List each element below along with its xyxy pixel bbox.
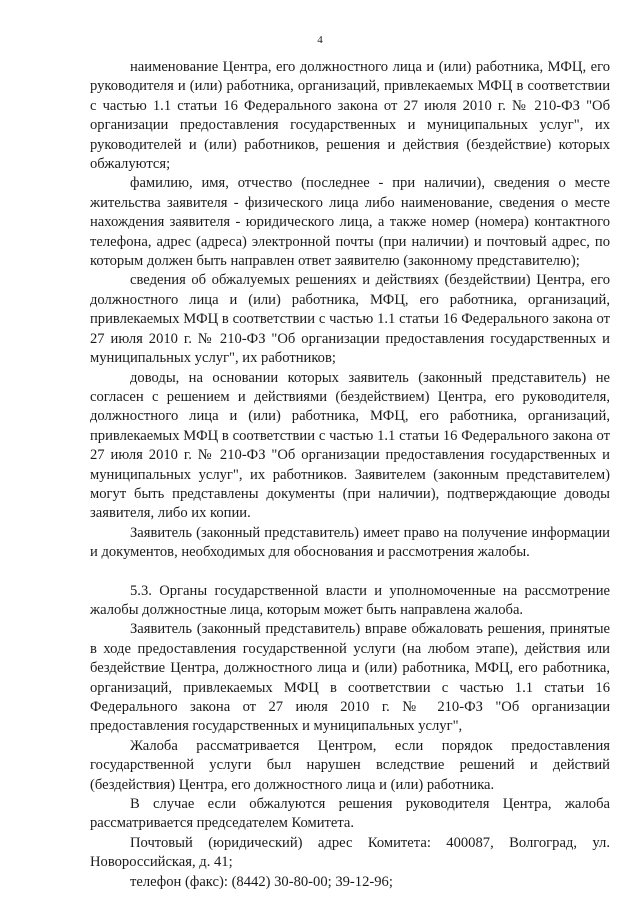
paragraph-right-to-appeal: Заявитель (законный представитель) вправе обжаловать решения, принятые в ходе предоставления государственной услуги (на любом этапе), действия или бездействие Центра, должностного лица и (или) работника, МФЦ, его работника, организаций, привлекаемых МФЦ в соответствии с частью 1.1 статьи 16 Федерального закона от 27 июля 2010 г. № 210-ФЗ "Об организации предоставления государственных и муниципальных услуг", bbox=[90, 621, 610, 735]
paragraph-arguments: доводы, на основании которых заявитель (законный представитель) не согласен с решением и действиями (бездействием) Центра, его руководителя, должностного лица и (или) работника, МФЦ, его работника, организаций, привлекаемых МФЦ в соответствии с частью 1.1 статьи 16 Федерального закона от 27 июля 2010 г. № 210-ФЗ "Об организации предоставления государственных и муниципальных услуг", их работников. Заявителем (законным представителем) могут быть представлены документы (при наличии), подтверждающие доводы заявителя, либо их копии. bbox=[90, 369, 610, 522]
paragraph-applicant-details: фамилию, имя, отчество (последнее - при наличии), сведения о месте жительства заявителя - физического лица либо наименование, сведения о месте нахождения заявителя - юридического лица, а также номер (номера) контактного телефона, адрес (адреса) электронной почты (при наличии) и почтовый адрес, по которым должен быть направлен ответ заявителю (законному представителю); bbox=[90, 175, 610, 270]
section-heading-5-3: 5.3. Органы государственной власти и уполномоченные на рассмотрение жалобы должностные лица, которым может быть направлена жалоба. bbox=[90, 582, 610, 618]
paragraph-right-to-information: Заявитель (законный представитель) имеет право на получение информации и документов, необходимых для обоснования и рассмотрения жалобы. bbox=[90, 524, 610, 561]
paragraph-chairman-review: В случае если обжалуются решения руководителя Центра, жалоба рассматривается председателем Комитета. bbox=[90, 796, 610, 832]
document-body bbox=[90, 58, 610, 892]
page-number: 4 bbox=[317, 34, 323, 46]
paragraph-appealed-decisions: сведения об обжалуемых решениях и действиях (бездействии) Центра, его должностного лица и (или) работника, МФЦ, его работника, организаций, привлекаемых МФЦ в соответствии с частью 1.1 статьи 16 Федерального закона от 27 июля 2010 г. № 210-ФЗ "Об организации предоставления государственных и муниципальных услуг", их работников; bbox=[90, 272, 610, 367]
paragraph-postal-address: Почтовый (юридический) адрес Комитета: 400087, Волгоград, ул. Новороссийская, д. 41; bbox=[90, 834, 610, 871]
paragraph-complaint-subject: наименование Центра, его должностного лица и (или) работника, МФЦ, его руководителя и (или) работника, организаций, привлекаемых МФЦ в соответствии с частью 1.1 статьи 16 Федерального закона от 27 июля 2010 г. № 210-ФЗ "Об организации предоставления государственных и муниципальных услуг", их руководителей и (или) работников, решения и действия (бездействие) которых обжалуются; bbox=[90, 59, 610, 173]
paragraph-phone-fax: телефон (факс): (8442) 30-80-00; 39-12-96; bbox=[130, 873, 393, 890]
paragraph-center-review: Жалоба рассматривается Центром, если порядок предоставления государственной услуги был нарушен вследствие решений и действий (бездействия) Центра, его должностного лица и (или) работника. bbox=[90, 737, 610, 793]
